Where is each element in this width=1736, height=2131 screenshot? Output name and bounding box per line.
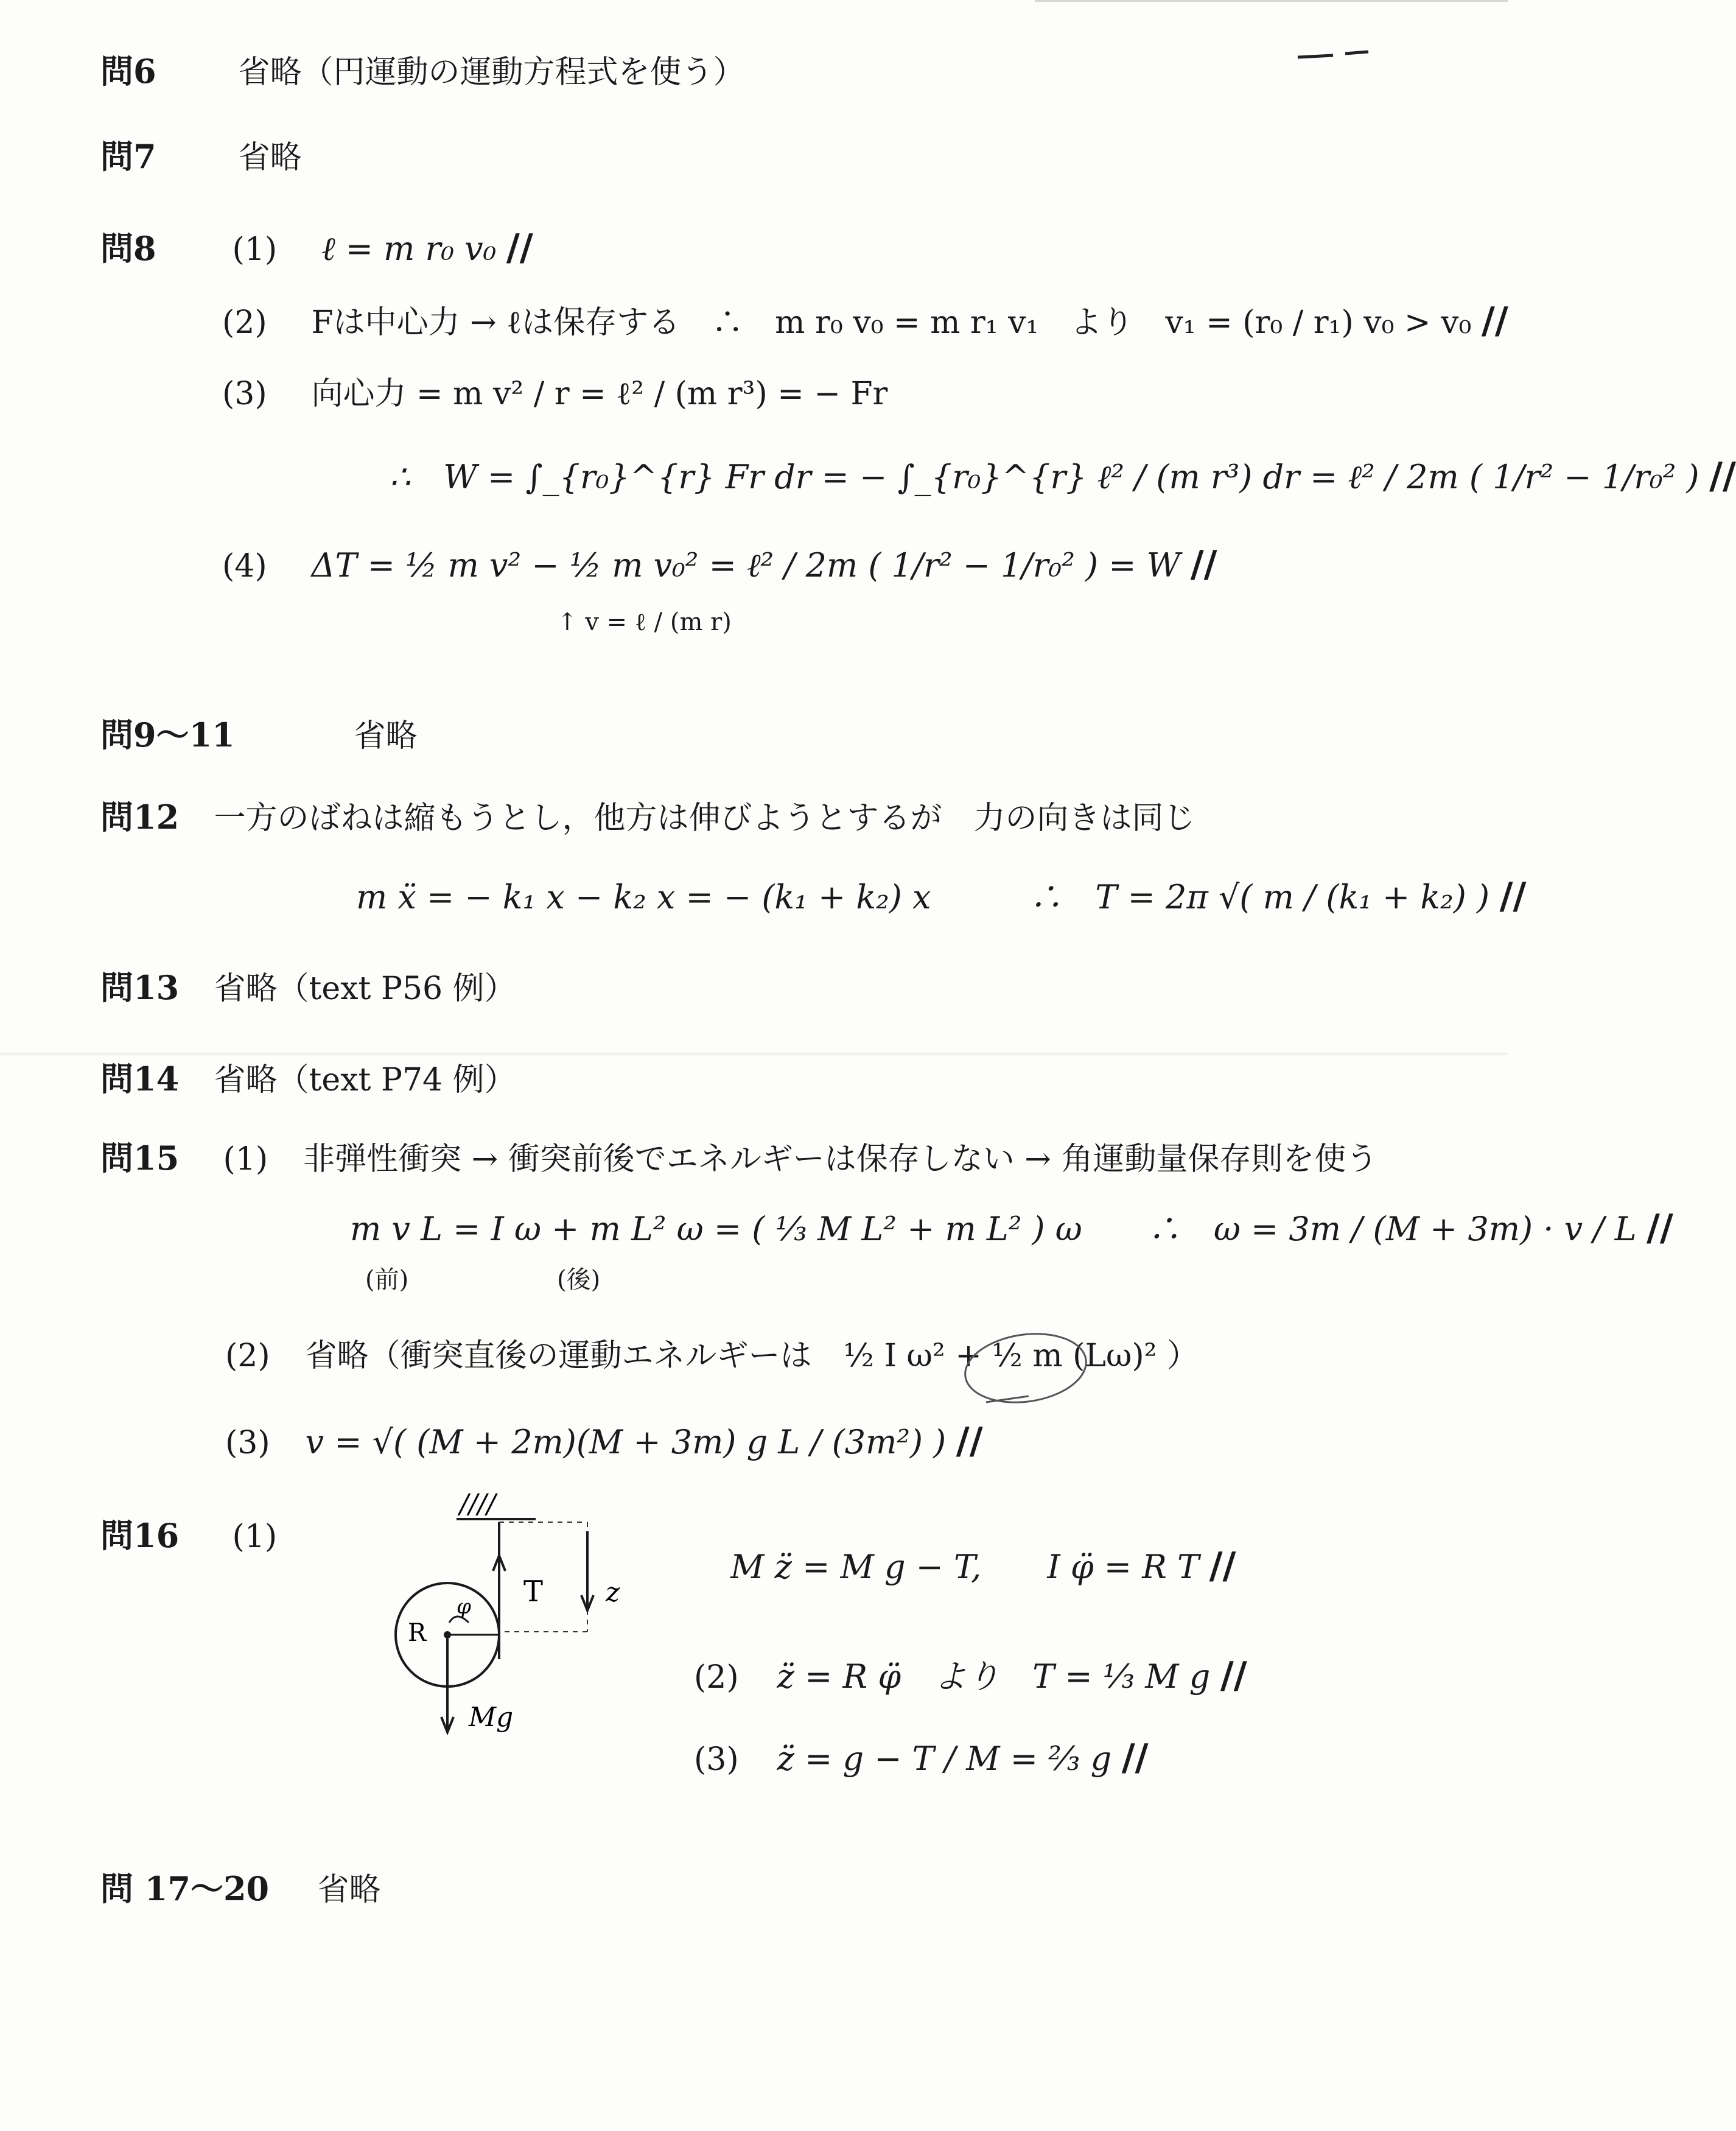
q14-label: 問14: [100, 1059, 180, 1098]
q12-row-2: [356, 877, 1526, 918]
diagram-ceiling-hatch: ////: [460, 1489, 496, 1520]
handwritten-circle-annotation: [962, 1330, 1090, 1413]
q15-part1-after-label: (後): [557, 1266, 601, 1294]
q12-label: 問12: [100, 798, 180, 837]
q8-part1-end-mark: //: [506, 226, 533, 269]
q16-row-2: [694, 1656, 1247, 1697]
diagram-radius-label: R: [408, 1619, 427, 1647]
q8-part3-work-integral: ∴ W = ∫_{r₀}^{r} Fr dr = − ∫_{r₀}^{r} ℓ² / (m r³) dr = ℓ² / 2m ( 1/r² − 1/r₀² ): [390, 458, 1699, 496]
q8-row-1: [100, 228, 533, 269]
q13-text: 省略（text P56 例）: [214, 971, 516, 1007]
q7-row: [100, 137, 302, 177]
q15-part3-end-mark: //: [956, 1420, 983, 1462]
q14-row: [100, 1059, 516, 1100]
q6-text: 省略（円運動の運動方程式を使う）: [238, 54, 745, 91]
q12-end-mark: //: [1499, 875, 1527, 918]
q13-row: [100, 968, 516, 1008]
q8-part4-energy: ΔT = ½ m v² − ½ m v₀² = ℓ² / 2m ( 1/r² − 1/r₀² ) = W: [311, 546, 1181, 585]
q8-part2-end-mark: //: [1481, 300, 1508, 342]
q8-part3-end-mark: //: [1709, 455, 1736, 497]
q15-part2-number: (2): [225, 1338, 270, 1374]
q15-part3-number: (3): [225, 1425, 270, 1461]
q7-text: 省略: [238, 139, 302, 176]
q12-row-1: [100, 798, 1195, 838]
q16-row-1: [730, 1546, 1236, 1587]
q15-part1-number: (1): [223, 1141, 268, 1178]
q8-part1-equation: ℓ = m r₀ v₀: [321, 230, 497, 268]
q6-row: [100, 52, 745, 92]
q16-row-label: [100, 1516, 277, 1556]
q8-part4-number: (4): [222, 548, 267, 585]
q8-row-4: [390, 457, 1736, 497]
q14-text: 省略（text P74 例）: [214, 1062, 516, 1098]
q16-part1-number: (1): [232, 1518, 278, 1555]
q15-part2-text: 省略（衝突直後の運動エネルギーは ½ I ω² + ½ m (Lω)² ）: [305, 1338, 1199, 1374]
q8-part4-note: ↑ v = ℓ / (m r): [557, 608, 732, 636]
q15-part1-equation: m v L = I ω + m L² ω = ( ⅓ M L² + m L² ) ω ∴ ω = 3m / (M + 3m) · v / L: [350, 1210, 1637, 1248]
q6-label: 問6: [100, 52, 156, 91]
diagram-z-label: z: [606, 1577, 620, 1608]
q8-row-2: [222, 301, 1508, 342]
scan-edge-line: [1035, 0, 1508, 2]
q16-part2-equation: z̈ = R φ̈ より T = ⅓ M g: [777, 1657, 1211, 1696]
q17-20-row: [100, 1869, 381, 1909]
q13-label: 問13: [100, 968, 180, 1007]
q15-part1-before-label: (前): [365, 1266, 409, 1294]
q15-row-4: [225, 1422, 983, 1462]
q8-part3-centripetal: 向心力 = m v² / r = ℓ² / (m r³) = − Fr: [311, 376, 888, 412]
q16-part1-equation: M z̈ = M g − T, I φ̈ = R T: [730, 1548, 1200, 1586]
q8-part1-number: (1): [232, 231, 278, 268]
q16-part2-end-mark: //: [1220, 1654, 1247, 1697]
q16-part3-end-mark: //: [1121, 1736, 1149, 1779]
q7-label: 問7: [100, 137, 156, 176]
q16-part3-number: (3): [694, 1741, 739, 1778]
q16-row-3: [694, 1738, 1149, 1779]
diagram-angle-label: φ: [457, 1595, 471, 1619]
pulley-diagram: [377, 1486, 682, 1747]
q15-row-1: [100, 1139, 1377, 1179]
q9-11-text: 省略: [354, 718, 418, 754]
q8-row-3: [222, 374, 887, 413]
diagram-tension-label: T: [523, 1575, 544, 1609]
diagram-weight-label: Mg: [469, 1702, 514, 1733]
q16-part3-equation: z̈ = g − T / M = ⅔ g: [777, 1740, 1112, 1778]
q9-11-label: 問9〜11: [100, 715, 235, 754]
q15-part1-text: 非弾性衝突 → 衝突前後でエネルギーは保存しない → 角運動量保存則を使う: [303, 1141, 1378, 1178]
stray-pen-mark: [1297, 50, 1370, 60]
q15-label: 問15: [100, 1139, 180, 1178]
q17-20-label: 問 17〜20: [100, 1869, 270, 1908]
q17-20-text: 省略: [317, 1872, 381, 1908]
q8-part2-number: (2): [222, 304, 267, 341]
q16-part1-end-mark: //: [1209, 1545, 1236, 1587]
q15-part1-end-mark: //: [1647, 1207, 1673, 1249]
q15-part3-equation: v = √( (M + 2m)(M + 3m) g L / (3m²) ): [305, 1423, 947, 1461]
q8-part3-number: (3): [222, 376, 267, 412]
q8-row-5: [222, 545, 1217, 586]
q12-text: 一方のばねは縮もうとし，他方は伸びようとするが 力の向きは同じ: [214, 800, 1195, 837]
q8-label: 問8: [100, 229, 156, 268]
q16-label: 問16: [100, 1516, 180, 1555]
q12-equation: m ẍ = − k₁ x − k₂ x = − (k₁ + k₂) x ∴ T = 2π √( m / (k₁ + k₂) ): [356, 878, 1490, 916]
q15-row-2: [350, 1209, 1673, 1249]
q8-part4-end-mark: //: [1190, 543, 1217, 586]
q16-part2-number: (2): [694, 1659, 739, 1696]
q9-11-row: [100, 715, 418, 756]
page-fold-seam: [0, 1052, 1508, 1056]
q8-part2-text: Fは中心力 → ℓは保存する ∴ m r₀ v₀ = m r₁ v₁ より v₁ = (r₀ / r₁) v₀ > v₀: [311, 304, 1472, 341]
